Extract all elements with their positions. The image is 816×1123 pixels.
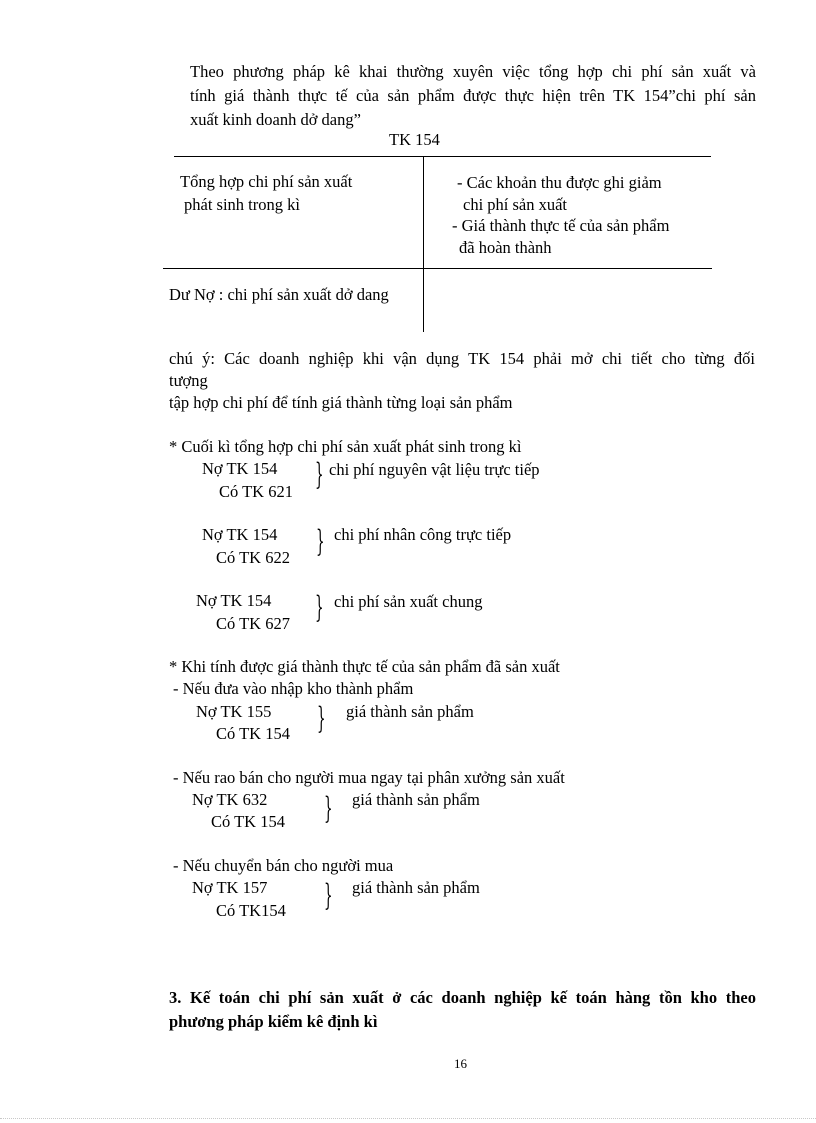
- case1-title: - Nếu đưa vào nhập kho thành phẩm: [173, 679, 414, 698]
- case2-title: - Nếu rao bán cho người mua ngay tại phân xưởng sản xuất: [173, 768, 565, 787]
- section3-heading-line-1: 3. Kế toán chi phí sản xuất ở các doanh nghiệp kế toán hàng tồn kho theo: [169, 988, 756, 1007]
- entry1-desc: chi phí nguyên vật liệu trực tiếp: [329, 460, 540, 479]
- section2-heading: * Khi tính được giá thành thực tế của sản phẩm đã sản xuất: [169, 657, 560, 676]
- t-account-credit-item-1-cont: chi phí sản xuất: [463, 195, 568, 214]
- case1-debit: Nợ TK 155: [196, 702, 272, 721]
- case1-brace: }: [317, 701, 326, 736]
- t-account-title: TK 154: [389, 130, 440, 149]
- case3-credit: Có TK154: [216, 901, 286, 920]
- intro-line-1: Theo phương pháp kê khai thường xuyên việc tổng hợp chi phí sản xuất và: [190, 62, 756, 81]
- t-account-credit-item-1: - Các khoản thu được ghi giảm: [457, 173, 662, 192]
- t-account-credit-item-2: - Giá thành thực tế của sản phẩm: [452, 216, 670, 235]
- entry3-debit: Nợ TK 154: [196, 591, 272, 610]
- case2-credit: Có TK 154: [211, 812, 285, 831]
- case2-brace: }: [324, 791, 333, 826]
- case3-desc: giá thành sản phẩm: [352, 878, 480, 897]
- case3-debit: Nợ TK 157: [192, 878, 268, 897]
- entry3-brace: }: [315, 590, 324, 625]
- t-account-credit-item-2-cont: đã hoàn thành: [459, 238, 552, 257]
- section3-heading-line-2: phương pháp kiểm kê định kì: [169, 1012, 378, 1031]
- entry1-credit: Có TK 621: [219, 482, 293, 501]
- section1-heading: * Cuối kì tổng hợp chi phí sản xuất phát sinh trong kì: [169, 437, 522, 456]
- t-account-top-rule: [174, 156, 711, 157]
- note-line-3: tập hợp chi phí để tính giá thành từng loại sản phẩm: [169, 393, 513, 412]
- entry2-debit: Nợ TK 154: [202, 525, 278, 544]
- case3-brace: }: [324, 878, 333, 913]
- intro-line-2: tính giá thành thực tế của sản phẩm được thực hiện trên TK 154”chi phí sản: [190, 86, 756, 105]
- entry1-debit: Nợ TK 154: [202, 459, 278, 478]
- entry1-brace: }: [315, 457, 324, 492]
- entry3-credit: Có TK 627: [216, 614, 290, 633]
- case1-desc: giá thành sản phẩm: [346, 702, 474, 721]
- intro-paragraph: [190, 60, 756, 132]
- page-bottom-edge: [0, 1118, 816, 1119]
- t-account-debit-line-2: phát sinh trong kì: [184, 195, 300, 214]
- case1-credit: Có TK 154: [216, 724, 290, 743]
- case3-title: - Nếu chuyển bán cho người mua: [173, 856, 394, 875]
- case2-desc: giá thành sản phẩm: [352, 790, 480, 809]
- case2-debit: Nợ TK 632: [192, 790, 268, 809]
- t-account-balance: Dư Nợ : chi phí sản xuất dở dang: [169, 285, 389, 304]
- note-line-1: chú ý: Các doanh nghiệp khi vận dụng TK 154 phải mở chi tiết cho từng đối: [169, 349, 755, 368]
- t-account-debit-line-1: Tổng hợp chi phí sản xuất: [180, 172, 353, 191]
- entry2-desc: chi phí nhân công trực tiếp: [334, 525, 512, 544]
- entry2-brace: }: [316, 524, 325, 559]
- entry2-credit: Có TK 622: [216, 548, 290, 567]
- entry3-desc: chi phí sản xuất chung: [334, 592, 483, 611]
- intro-line-3: xuất kinh doanh dở dang”: [190, 110, 361, 129]
- note-line-2: tượng: [169, 371, 208, 390]
- page-number: 16: [454, 1056, 467, 1071]
- t-account-mid-rule: [163, 268, 712, 269]
- t-account-divider: [423, 156, 424, 332]
